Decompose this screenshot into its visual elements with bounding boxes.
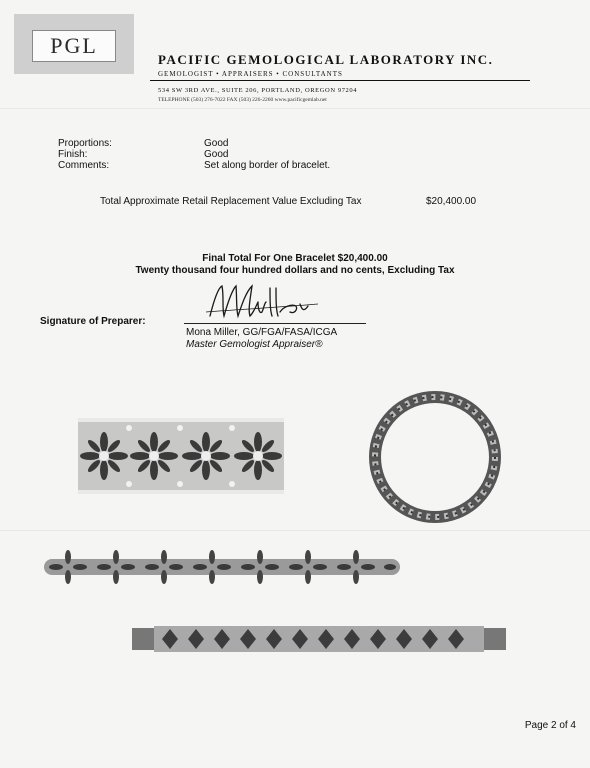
letterhead-divider [150, 80, 530, 81]
total-value: $20,400.00 [426, 196, 477, 207]
company-name: PACIFIC GEMOLOGICAL LABORATORY INC. [158, 52, 494, 67]
signature-line [184, 323, 366, 324]
page-number: Page 2 of 4 [524, 720, 576, 731]
detail-value-proportions: Good [204, 138, 229, 149]
handwritten-signature [200, 282, 330, 324]
bracelet-closeup-photo [78, 418, 284, 494]
paper-fold-line [0, 108, 590, 109]
company-phone: TELEPHONE (503) 276-7022 FAX (503) 226-2260 www.pacificgemlab.net [158, 97, 327, 103]
final-total-words: Twenty thousand four hundred dollars and no cents, Excluding Tax [135, 265, 455, 276]
final-total: Final Total For One Bracelet $20,400.00 [202, 253, 388, 264]
signature-label: Signature of Preparer: [40, 316, 146, 327]
paper-fold-line [0, 530, 590, 531]
preparer-title: Master Gemologist Appraiser® [186, 339, 323, 350]
bracelet-circle-photo [366, 388, 504, 526]
company-address: 534 SW 3RD AVE., SUITE 206, PORTLAND, OREGON 97204 [158, 87, 358, 94]
detail-value-comments: Set along border of bracelet. [204, 160, 331, 171]
detail-label-finish: Finish: [58, 149, 88, 160]
bracelet-flat-photo [44, 547, 400, 587]
total-label: Total Approximate Retail Replacement Value Excluding Tax [100, 196, 362, 207]
preparer-name: Mona Miller, GG/FGA/FASA/ICGA [186, 327, 338, 338]
company-logo [14, 14, 134, 74]
detail-label-comments: Comments: [58, 160, 110, 171]
detail-value-finish: Good [204, 149, 229, 160]
bracelet-clasp-photo [132, 622, 506, 656]
logo-text: PGL [32, 30, 116, 62]
detail-label-proportions: Proportions: [58, 138, 112, 149]
company-subtitle: GEMOLOGIST • APPRAISERS • CONSULTANTS [158, 70, 343, 78]
